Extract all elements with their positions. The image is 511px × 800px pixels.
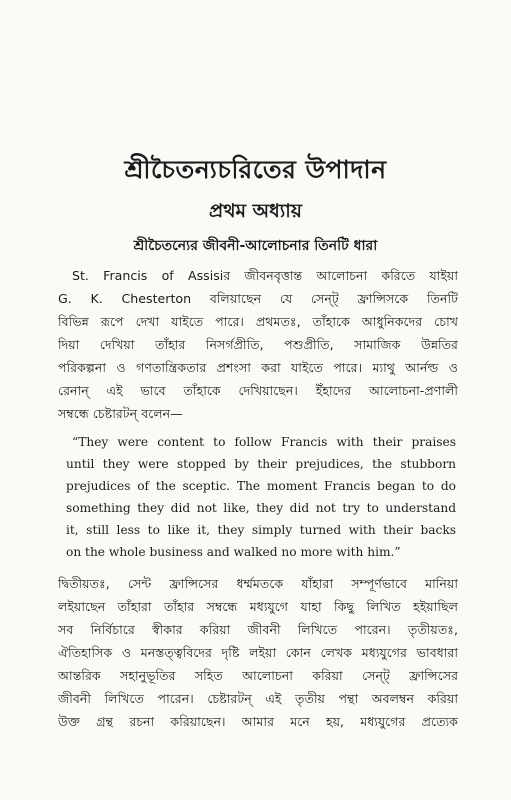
paragraph-line: সম্বন্ধে চেষ্টারটন্ বলেন— bbox=[58, 406, 183, 421]
quote-line: until they were stopped by their prejudices, the stubborn bbox=[66, 457, 456, 471]
paragraph-line: লইয়াছেন তাঁহারা তাঁহার সম্বন্ধে মধ্যযুগে যাহা কিছু লিখিত হইয়াছিল bbox=[58, 599, 458, 614]
section-subtitle: শ্রীচৈতন্যের জীবনী-আলোচনার তিনটি ধারা bbox=[133, 238, 378, 254]
paragraph-line: দিয়া দেখিয়া তাঁহার নিসর্গপ্রীতি, পশুপ্রীতি, সামাজিক উন্নতির bbox=[58, 337, 458, 352]
quote-line: it, still less to like it, they simply turned with their backs bbox=[66, 523, 456, 537]
paragraph-line: বিভিন্ন রূপে দেখা যাইতে পারে। প্রথমতঃ, তাঁহাকে আধুনিকদের চোখ bbox=[58, 314, 458, 329]
paragraph-line: আন্তরিক সহানুভূতির সহিত আলোচনা করিয়া সেন্ট্ ফ্রান্সিসের bbox=[58, 668, 458, 683]
quote-line: prejudices of the sceptic. The moment Francis began to do bbox=[66, 479, 456, 493]
paragraph-line: ঐতিহাসিক ও মনস্তত্ত্ববিদের দৃষ্টি লইয়া কোন লেখক মধ্যযুগের ভাবধারা bbox=[58, 645, 458, 660]
paragraph-line: G. K. Chesterton বলিয়াছেন যে সেন্ট্ ফ্রান্সিসকে তিনটি bbox=[58, 291, 458, 306]
page-title: শ্রীচৈতন্যচরিতের উপাদান bbox=[124, 155, 387, 184]
paragraph-line: জীবনী লিখিতে পারেন। চেষ্টারটন্ এই তৃতীয় পন্থা অবলম্বন করিয়া bbox=[58, 691, 458, 706]
chapter-heading: প্রথম অধ্যায় bbox=[209, 200, 302, 222]
paragraph-line: উক্ত গ্রন্থ রচনা করিয়াছেন। আমার মনে হয়, মধ্যযুগের প্রত্যেক bbox=[58, 714, 458, 729]
quote-line: something they did not like, they did not try to understand bbox=[66, 501, 456, 515]
paragraph-line: দ্বিতীয়তঃ, সেন্ট ফ্রান্সিসের ধর্ম্মমতকে যাঁহারা সম্পূর্ণভাবে মানিয়া bbox=[58, 576, 458, 591]
quote-line: “They were content to follow Francis with their praises bbox=[72, 435, 456, 449]
paragraph-line: রেনান্ এই ভাবে তাঁহাকে দেখিয়াছেন। ইঁহাদের আলোচনা-প্রণালী bbox=[58, 383, 458, 398]
paragraph-line: সব নির্বিচারে স্বীকার করিয়া জীবনী লিখিতে পারেন। তৃতীয়তঃ, bbox=[58, 622, 458, 637]
quote-line: on the whole business and walked no more with him.” bbox=[66, 545, 401, 559]
paragraph-line: পরিকল্পনা ও গণতান্ত্রিকতার প্রশংসা করা যাইতে পারে। ম্যাথু আর্নল্ড ও bbox=[58, 360, 458, 375]
paragraph-line: St. Francis of Assisiর জীবনবৃত্তান্ত আলোচনা করিতে যাইয়া bbox=[72, 268, 458, 283]
